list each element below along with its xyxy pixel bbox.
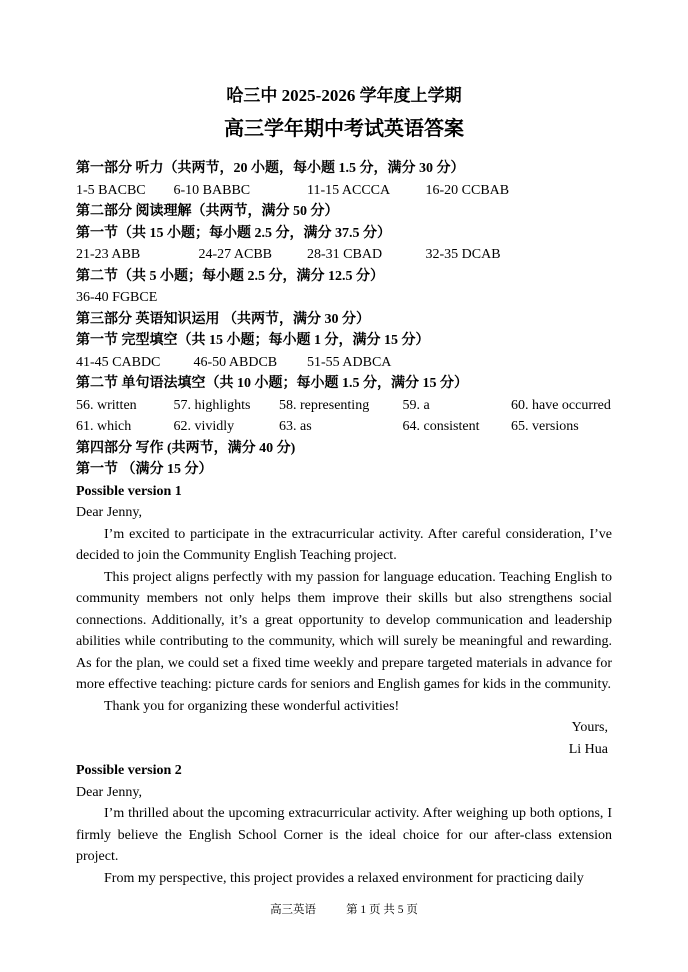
version1-closing: Yours, xyxy=(571,720,608,735)
answer-item: 61. which xyxy=(76,419,132,434)
answer-item: 56. written xyxy=(76,397,137,413)
page-footer xyxy=(0,902,688,918)
answer-item: 59. a xyxy=(402,397,430,413)
version1-signature: Li Hua xyxy=(568,741,608,757)
part3-heading: 第三部分 英语知识运用 （共两节，满分 30 分） xyxy=(76,311,370,327)
version2-paragraph-2: From my perspective, this project provides a relaxed environment for practicing daily xyxy=(104,870,584,886)
footer-course-label: 高三英语 xyxy=(270,904,317,916)
answer-item: 6-10 BABBC xyxy=(173,182,251,198)
footer-page-number: 第 1 页 共 5 页 xyxy=(346,904,418,916)
version2-salutation: Dear Jenny, xyxy=(76,784,142,800)
version2-paragraph-1: I’m thrilled about the upcoming extracurricular activity. After weighing up both options, I firmly believe the English School Corner is the ideal choice for our after-class extension project. xyxy=(76,806,612,864)
answer-item: 57. highlights xyxy=(173,397,251,413)
part2-heading: 第二部分 阅读理解（共两节，满分 50 分） xyxy=(76,204,339,219)
answer-item: 1-5 BACBC xyxy=(76,182,146,198)
part3-section2-answer-line-1 xyxy=(76,395,612,417)
answer-item: 46-50 ABDCB xyxy=(193,354,278,370)
version2-label: Possible version 2 xyxy=(76,763,182,778)
doc-subtitle: 高三学年期中考试英语答案 xyxy=(224,118,464,140)
answer-item: 65. versions xyxy=(511,419,579,434)
answer-item: 24-27 ACBB xyxy=(198,247,273,262)
answer-item: 32-35 DCAB xyxy=(425,247,501,262)
answer-item: 11-15 ACCCA xyxy=(307,182,391,198)
part2-section1-heading: 第一节（共 15 小题；每小题 2.5 分，满分 37.5 分） xyxy=(76,225,391,241)
answer-item: 28-31 CBAD xyxy=(307,247,383,262)
answer-item: 58. representing xyxy=(279,397,370,413)
version1-paragraph-1: I’m excited to participate in the extracurricular activity. After careful consideration, I’ve decided to join the Community English Teaching project. xyxy=(76,526,612,563)
part1-heading: 第一部分 听力（共两节，20 小题，每小题 1.5 分，满分 30 分） xyxy=(76,161,465,176)
version1-paragraph-3: Thank you for organizing these wonderful activities! xyxy=(104,698,400,714)
version1-paragraph-2: This project aligns perfectly with my passion for language education. Teaching English to community members not only helps them improve their skills but also strengthens social connections. Additionally, it’s a great opportunity to develop communication and leadership abilities while contributing to the community, which will surely be meaningful and rewarding. As for the plan, we could set a fixed time weekly and prepare targeted materials in advance for more effective teaching: picture cards for seniors and English games for kids in the community. xyxy=(76,569,612,692)
version1-salutation: Dear Jenny, xyxy=(76,505,142,520)
part3-section2-answer-line-2 xyxy=(76,416,612,438)
part3-section1-heading: 第一节 完型填空（共 15 小题；每小题 1 分，满分 15 分） xyxy=(76,333,430,348)
part3-section2-heading: 第二节 单句语法填空（共 10 小题；每小题 1.5 分，满分 15 分） xyxy=(76,376,468,391)
answer-item: 51-55 ADBCA xyxy=(307,354,392,370)
part2-section2-answer-line xyxy=(76,287,612,309)
answer-item: 63. as xyxy=(279,419,312,434)
answer-item: 64. consistent xyxy=(402,419,480,434)
part4-section1-heading: 第一节 （满分 15 分） xyxy=(76,462,213,477)
part3-section1-answer-line xyxy=(76,352,612,374)
part1-answer-line xyxy=(76,180,612,202)
answer-item: 21-23 ABB xyxy=(76,247,141,262)
doc-title: 哈三中 2025-2026 学年度上学期 xyxy=(226,86,462,105)
answer-item: 36-40 FGBCE xyxy=(76,290,158,305)
answer-item: 62. vividly xyxy=(173,419,235,434)
part4-heading: 第四部分 写作 (共两节，满分 40 分) xyxy=(76,440,296,456)
answer-item: 41-45 CABDC xyxy=(76,354,161,370)
answer-item: 16-20 CCBAB xyxy=(425,182,510,198)
part2-section1-answer-line xyxy=(76,244,612,266)
version1-label: Possible version 1 xyxy=(76,483,182,499)
part2-section2-heading: 第二节（共 5 小题；每小题 2.5 分，满分 12.5 分） xyxy=(76,268,384,284)
answer-item: 60. have occurred xyxy=(511,397,611,413)
